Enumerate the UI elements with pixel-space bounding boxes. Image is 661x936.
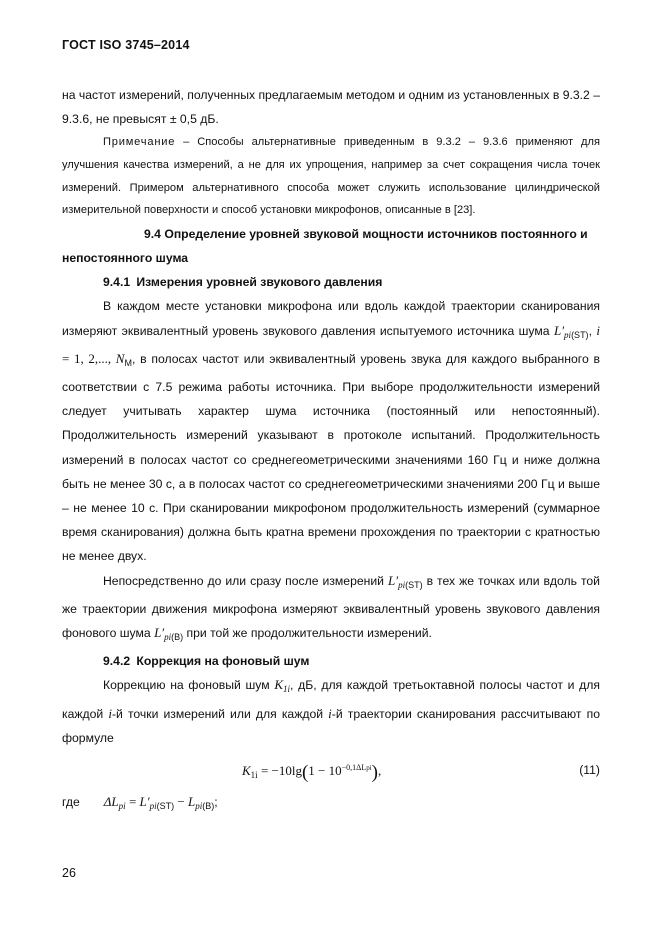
where-formula — [103, 794, 215, 812]
sub: 1i — [250, 770, 258, 781]
text-run: -й точки измерений или для каждой — [111, 706, 329, 721]
text-run: ; — [214, 795, 218, 810]
sym: L — [187, 794, 196, 810]
subsection-number: 9.4.2 — [103, 654, 131, 669]
sub: (B) — [171, 632, 184, 643]
sym: = 1, 2,..., — [62, 350, 116, 366]
paragraph-continuation: на частот измерений, полученных предлагаемым методом и одним из установленных в 9.3.2 – 9.3.6, не превысят ± 0,5 дБ. — [62, 88, 600, 127]
sym: −0,1ΔL — [341, 763, 367, 773]
paragraph-measurements — [62, 294, 600, 568]
subsection-heading-9-4-1 — [62, 270, 600, 294]
sub: (B) — [202, 801, 215, 812]
sym: N — [115, 350, 125, 366]
where-label: где — [62, 795, 80, 810]
formula-symbol-i: i — [328, 705, 332, 721]
formula-symbol-L — [388, 573, 423, 588]
note-text: – Способы альтернативные приведенным в 9.3.2 – 9.3.6 применяют для улучшения качества измерений, а не для их упрощения, например за счет сокращения числа точек измерений. Примером альтернативного способа может служить использование цилиндрической измерительной поверхности и способ установки микрофонов, описанные в [23]. — [62, 136, 600, 217]
sub: pi — [149, 801, 157, 812]
sub: pi — [195, 801, 203, 812]
sym: L′ — [553, 322, 565, 338]
subsection-title: Измерения уровней звукового давления — [136, 275, 383, 290]
sym: L′ — [139, 794, 150, 810]
sym: = −10lg — [257, 763, 302, 779]
sym: , — [377, 763, 382, 779]
page-number: 26 — [62, 866, 76, 880]
sym: i — [596, 322, 600, 338]
text-run: при той же продолжительности измерений. — [183, 626, 432, 641]
text-run: Непосредственно до или сразу после измерений — [103, 573, 388, 588]
paragraph-correction — [62, 673, 600, 750]
sub: (ST) — [405, 579, 423, 590]
exponent — [342, 763, 372, 772]
paragraph-background-measure — [62, 569, 600, 650]
sub: pi — [398, 579, 406, 590]
text-run: , — [588, 323, 597, 338]
section-heading-9-4 — [62, 222, 600, 270]
sym: L′ — [387, 572, 399, 588]
note-label: Примечание — [103, 136, 176, 149]
formula-number: (11) — [579, 763, 600, 778]
subsection-title: Коррекция на фоновый шум — [136, 654, 310, 669]
subsection-heading-9-4-2 — [62, 649, 600, 673]
sym: − — [174, 794, 188, 810]
sym: ΔL — [103, 794, 119, 810]
formula-11 — [62, 750, 600, 790]
sym: 1 − 10 — [308, 763, 342, 779]
sub: pi — [118, 801, 126, 812]
paren: ) — [371, 762, 378, 784]
sub: 1i — [283, 684, 291, 695]
formula-symbol-i: i — [108, 705, 112, 721]
subsection-number: 9.4.1 — [103, 275, 131, 290]
text-run: В каждом месте установки микрофона или вдоль каждой траектории сканирования измеряют эквивалентный уровень звукового давления испытуемого источника шума — [62, 299, 600, 338]
sym: K — [274, 677, 283, 693]
where-clause — [62, 790, 600, 818]
text-run: , в полосах частот или эквивалентный уровень звука для каждого выбранного в соответствии с 7.5 режима работы источника. При выборе продолжительности измерений следует учитывать характер шума источника (постоянный или непостоянный). Продолжительность измерений указывают в протоколе испытаний. Продолжительность измерений в полосах частот со среднегеометрическими значениями 160 Гц и ниже должна быть не менее 30 с, а в полосах частот со среднегеометрическими значениями 200 Гц и выше – не менее 10 с. При сканировании микрофоном продолжительность измерений (суммарное время сканирования) должна быть кратна времени прохождения по траектории с кратностью не менее двух. — [62, 351, 600, 564]
formula-symbol-L — [554, 323, 589, 338]
text-run: Коррекцию на фоновый шум — [103, 678, 275, 693]
sym: K — [242, 763, 251, 779]
sub: pi — [164, 632, 172, 643]
text-run: -й траектории сканирования рассчитывают по формуле — [62, 706, 600, 745]
sub: M — [124, 357, 132, 368]
sub: pi — [366, 764, 372, 773]
text-run: в тех же точках или вдоль той же траектории движения микрофона измеряют эквивалентный уровень звукового давления фонового шума — [62, 573, 600, 641]
section-number: 9.4 — [144, 226, 161, 241]
section-title: Определение уровней звуковой мощности источников постоянного и непостоянного шума — [62, 226, 588, 265]
note-paragraph — [62, 131, 600, 221]
sub: pi — [564, 329, 572, 340]
sub: (ST) — [156, 801, 175, 812]
formula-expression — [242, 756, 381, 787]
document-header: ГОСТ ISO 3745–2014 — [62, 38, 190, 52]
text-run: , дБ, для каждой третьоктавной полосы частот и для каждой — [62, 678, 600, 721]
sub: (ST) — [571, 329, 589, 340]
formula-symbol-L-background — [154, 625, 184, 643]
sym: L′ — [154, 625, 165, 641]
paren: ( — [301, 762, 309, 784]
sym: = — [125, 794, 140, 810]
document-body — [62, 83, 600, 818]
formula-symbol-K — [274, 677, 291, 695]
